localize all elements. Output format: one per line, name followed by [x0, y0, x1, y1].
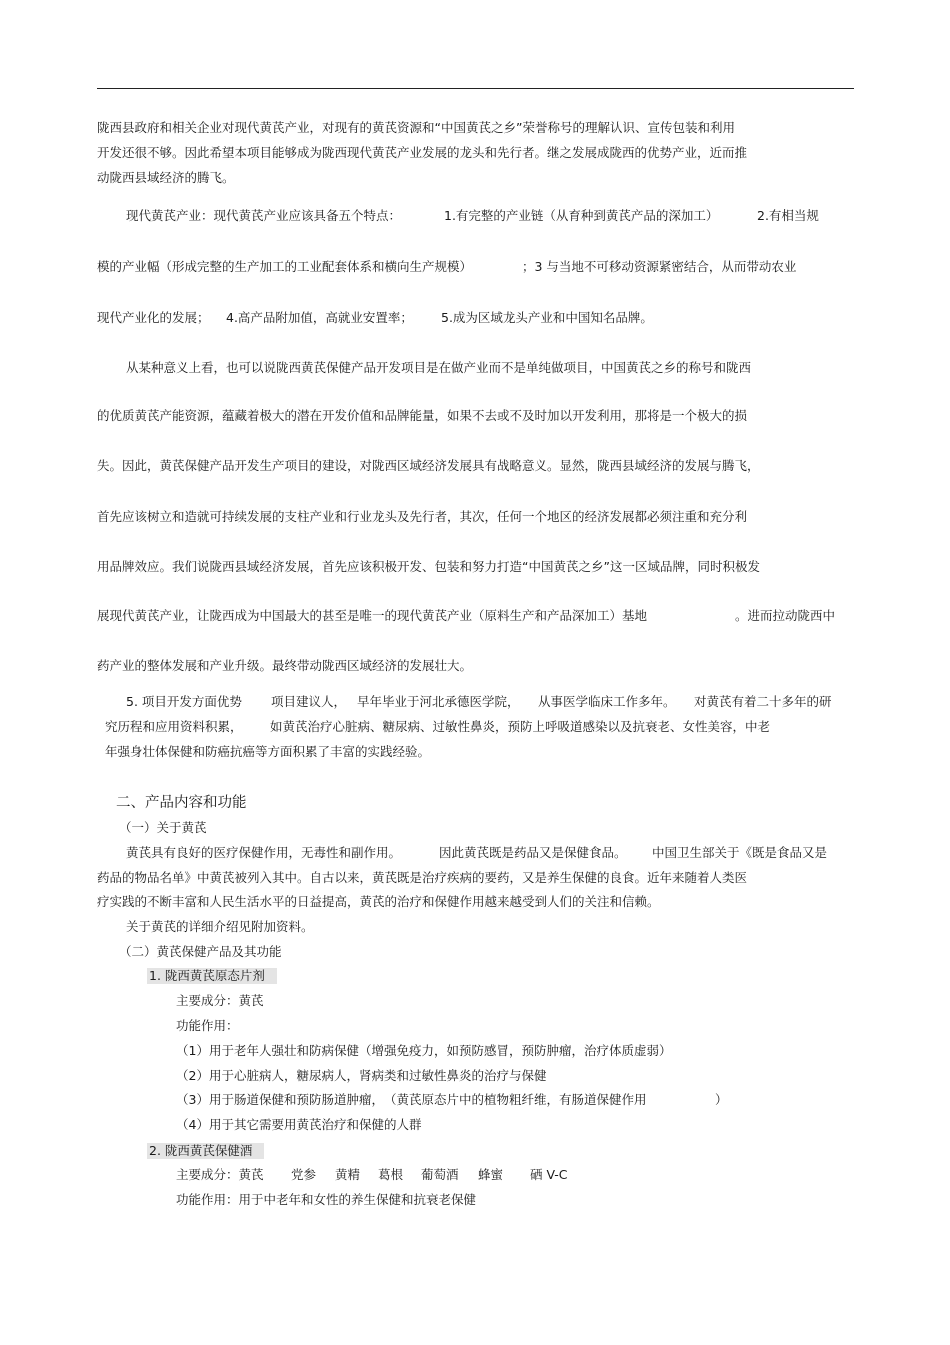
- product-function-label: 功能作用：: [176, 1018, 239, 1033]
- function-item: （3）用于肠道保健和预防肠道肿瘤，: [176, 1092, 384, 1107]
- paragraph-line: 黄芪具有良好的医疗保健作用，无毒性和副作用。: [126, 845, 402, 860]
- paragraph-line: 从某种意义上看，也可以说陇西黄芪保健产品开发项目是在做产业而不是单纯做项目，中国黄芪之乡的称号和陇西: [126, 360, 752, 375]
- paragraph-line: 5.成为区域龙头产业和中国知名品牌。: [441, 310, 653, 325]
- paragraph-line: 的优质黄芪产能资源，蕴藏着极大的潜在开发价值和品牌能量，如果不去或不及时加以开发利用，那将是一个极大的损: [97, 408, 748, 423]
- paragraph-line: 陇西县政府和相关企业对现代黄芪产业，对现有的黄芪资源和“中国黄芪之乡”荣誉称号的理解认识、宣传包装和利用: [97, 120, 735, 135]
- paragraph-line: 5. 项目开发方面优势: [126, 694, 242, 709]
- product-title: 2. 陇西黄芪保健酒: [147, 1143, 264, 1159]
- ingredient-item: 蜂蜜: [478, 1167, 504, 1182]
- paragraph-line: 如黄芪治疗心脏病、糖尿病、过敏性鼻炎，预防上呼吸道感染以及抗衰老、女性美容，中老: [270, 719, 771, 734]
- header-rule: [97, 88, 854, 89]
- function-item: （4）用于其它需要用黄芪治疗和保健的人群: [176, 1117, 422, 1132]
- paragraph-line: ；3 与当地不可移动资源紧密结合，从而带动农业: [522, 259, 797, 274]
- subsection-heading: （二）黄芪保健产品及其功能: [119, 944, 282, 959]
- paragraph-line: 1.有完整的产业链（从育种到黄芪产品的深加工）: [444, 208, 719, 223]
- paragraph-line: 4.高产品附加值，高就业安置率；: [226, 310, 413, 325]
- section-heading: 二、产品内容和功能: [116, 795, 247, 811]
- product-ingredients: 主要成分：黄芪: [176, 1167, 264, 1182]
- ingredient-item: 硒 V-C: [530, 1167, 568, 1182]
- function-item: （1）用于老年人强壮和防病保健（增强免疫力，如预防感冒，预防肿瘤，治疗体质虚弱）: [176, 1043, 672, 1058]
- paragraph-line: 现代黄芪产业：现代黄芪产业应该具备五个特点：: [126, 208, 402, 223]
- subsection-heading: （一）关于黄芪: [119, 820, 207, 835]
- paragraph-line: 药产业的整体发展和产业升级。最终带动陇西区域经济的发展壮大。: [97, 658, 473, 673]
- paragraph-line: 年强身壮体保健和防癌抗癌等方面积累了丰富的实践经验。: [105, 744, 431, 759]
- ingredient-item: 党参: [291, 1167, 317, 1182]
- function-item: ）: [715, 1092, 728, 1107]
- paragraph-line: 。进而拉动陇西中: [735, 608, 836, 623]
- paragraph-line: 失。因此，黄芪保健产品开发生产项目的建设，对陇西区域经济发展具有战略意义。显然，陇西县域经济的发展与腾飞，: [97, 458, 760, 473]
- function-item: （黄芪原态片中的植物粗纤维，有肠道保健作用: [384, 1092, 647, 1107]
- ingredient-item: 黄精: [335, 1167, 361, 1182]
- paragraph-line: 究历程和应用资料积累，: [105, 719, 243, 734]
- paragraph-line: 药品的物品名单》中黄芪被列入其中。自古以来，黄芪既是治疗疾病的要药，又是养生保健的良食。近年来随着人类医: [97, 870, 748, 885]
- paragraph-line: 开发还很不够。因此希望本项目能够成为陇西现代黄芪产业发展的龙头和先行者。继之发展成陇西的优势产业，近而推: [97, 145, 748, 160]
- paragraph-line: 项目建议人，: [271, 694, 347, 709]
- paragraph-line: 中国卫生部关于《既是食品又是: [652, 845, 828, 860]
- paragraph-line: 关于黄芪的详细介绍见附加资料。: [126, 919, 314, 934]
- product-title: 1. 陇西黄芪原态片剂: [147, 968, 277, 984]
- paragraph-line: 模的产业幅（形成完整的生产加工的工业配套体系和横向生产规模）: [97, 259, 473, 274]
- paragraph-line: 展现代黄芪产业，让陇西成为中国最大的甚至是唯一的现代黄芪产业（原料生产和产品深加工）基地: [97, 608, 648, 623]
- paragraph-line: 疗实践的不断丰富和人民生活水平的日益提高，黄芪的治疗和保健作用越来越受到人们的关注和信赖。: [97, 894, 660, 909]
- paragraph-line: 动陇西县域经济的腾飞。: [97, 170, 235, 185]
- paragraph-line: 从事医学临床工作多年。: [538, 694, 676, 709]
- product-ingredients: 主要成分：黄芪: [176, 993, 264, 1008]
- ingredient-item: 葛根: [378, 1167, 404, 1182]
- product-function: 功能作用：用于中老年和女性的养生保健和抗衰老保健: [176, 1192, 477, 1207]
- paragraph-line: 2.有相当规: [757, 208, 819, 223]
- function-item: （2）用于心脏病人，糖尿病人，肾病类和过敏性鼻炎的治疗与保健: [176, 1068, 547, 1083]
- paragraph-line: 对黄芪有着二十多年的研: [694, 694, 832, 709]
- paragraph-line: 早年毕业于河北承德医学院，: [357, 694, 520, 709]
- paragraph-line: 用品牌效应。我们说陇西县域经济发展，首先应该积极开发、包装和努力打造“中国黄芪之乡”这一区域品牌，同时积极发: [97, 559, 760, 574]
- ingredient-item: 葡萄酒: [421, 1167, 459, 1182]
- paragraph-line: 现代产业化的发展；: [97, 310, 210, 325]
- paragraph-line: 首先应该树立和造就可持续发展的支柱产业和行业龙头及先行者，其次，任何一个地区的经济发展都必须注重和充分利: [97, 509, 748, 524]
- paragraph-line: 因此黄芪既是药品又是保健食品。: [439, 845, 627, 860]
